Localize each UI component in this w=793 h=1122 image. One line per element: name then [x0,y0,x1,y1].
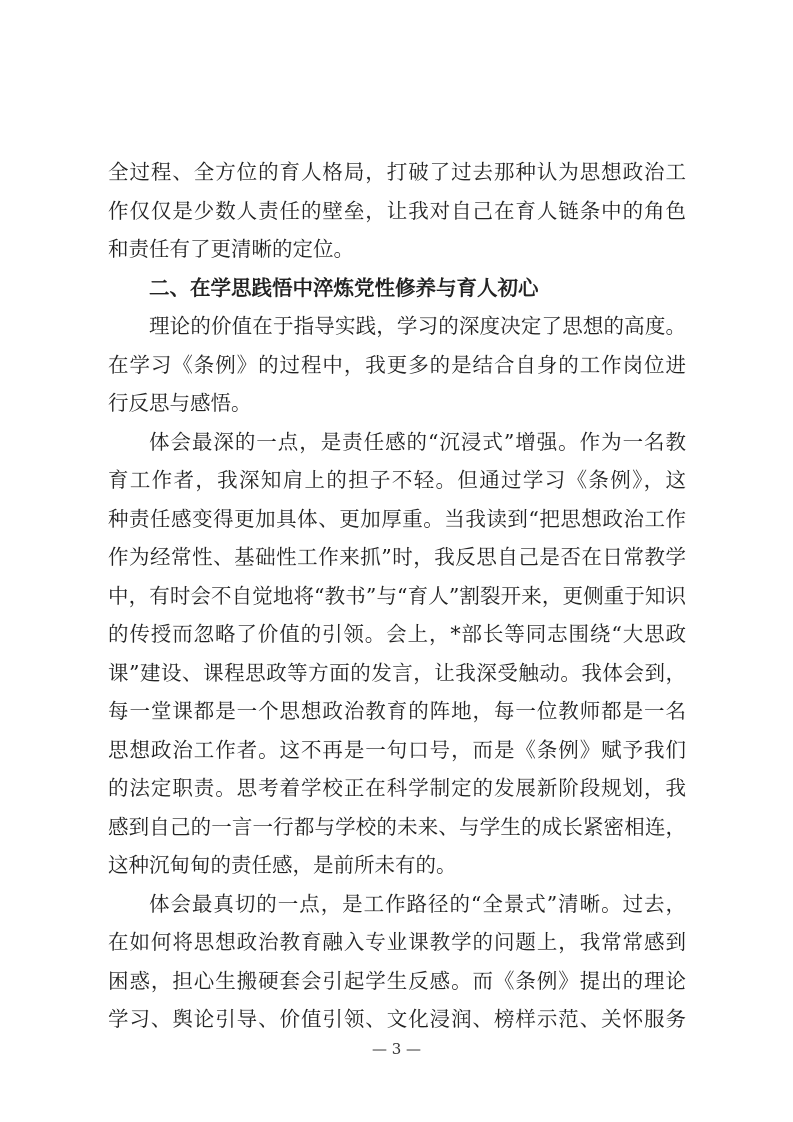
paragraph-line: 在学习《条例》的过程中，我更多的是结合自身的工作岗位进 [108,352,686,377]
paragraph-line: 思想政治工作者。这不再是一句口号，而是《条例》赋予我们 [108,737,686,762]
paragraph-line: 作为经常性、基础性工作来抓”时，我反思自己是否在日常教学 [108,545,686,569]
paragraph-line: 体会最真切的一点，是工作路径的“全景式”清晰。过去， [149,891,686,916]
paragraph-line: 种责任感变得更加具体、更加厚重。当我读到“把思想政治工作 [108,506,686,531]
paragraph-line: 全过程、全方位的育人格局，打破了过去那种认为思想政治工 [108,160,686,184]
paragraph-line: 作仅仅是少数人责任的壁垒，让我对自己在育人链条中的角色 [108,198,686,223]
page-number: — 3 — [371,1040,422,1058]
paragraph-line: 课”建设、课程思政等方面的发言，让我深受触动。我体会到， [108,660,686,685]
paragraph-line: 育工作者，我深知肩上的担子不轻。但通过学习《条例》，这 [108,468,686,492]
paragraph-line: 中，有时会不自觉地将“教书”与“育人”割裂开来，更侧重于知识 [108,583,686,608]
paragraph-line: 学习、舆论引导、价值引领、文化浸润、榜样示范、关怀服务 [108,1007,686,1031]
paragraph-line: 感到自己的一言一行都与学校的未来、与学生的成长紧密相连， [108,814,686,839]
paragraph-line: 的传授而忽略了价值的引领。会上，*部长等同志围绕“大思政 [108,622,686,646]
paragraph-line: 每一堂课都是一个思想政治教育的阵地，每一位教师都是一名 [108,699,686,723]
paragraph-line: 困惑，担心生搬硬套会引起学生反感。而《条例》提出的理论 [108,968,686,993]
paragraph-line: 和责任有了更清晰的定位。 [108,237,354,261]
section-heading: 二、在学思践悟中淬炼党性修养与育人初心 [149,275,539,300]
document-body [108,153,686,1039]
paragraph-line: 体会最深的一点，是责任感的“沉浸式”增强。作为一名教 [149,429,686,454]
paragraph-line: 行反思与感悟。 [108,391,252,415]
paragraph-line: 这种沉甸甸的责任感，是前所未有的。 [108,853,457,877]
paragraph-line: 在如何将思想政治教育融入专业课教学的问题上，我常常感到 [108,930,686,954]
paragraph-line: 的法定职责。思考着学校正在科学制定的发展新阶段规划，我 [108,776,686,800]
paragraph-line: 理论的价值在于指导实践，学习的深度决定了思想的高度。 [149,314,686,338]
